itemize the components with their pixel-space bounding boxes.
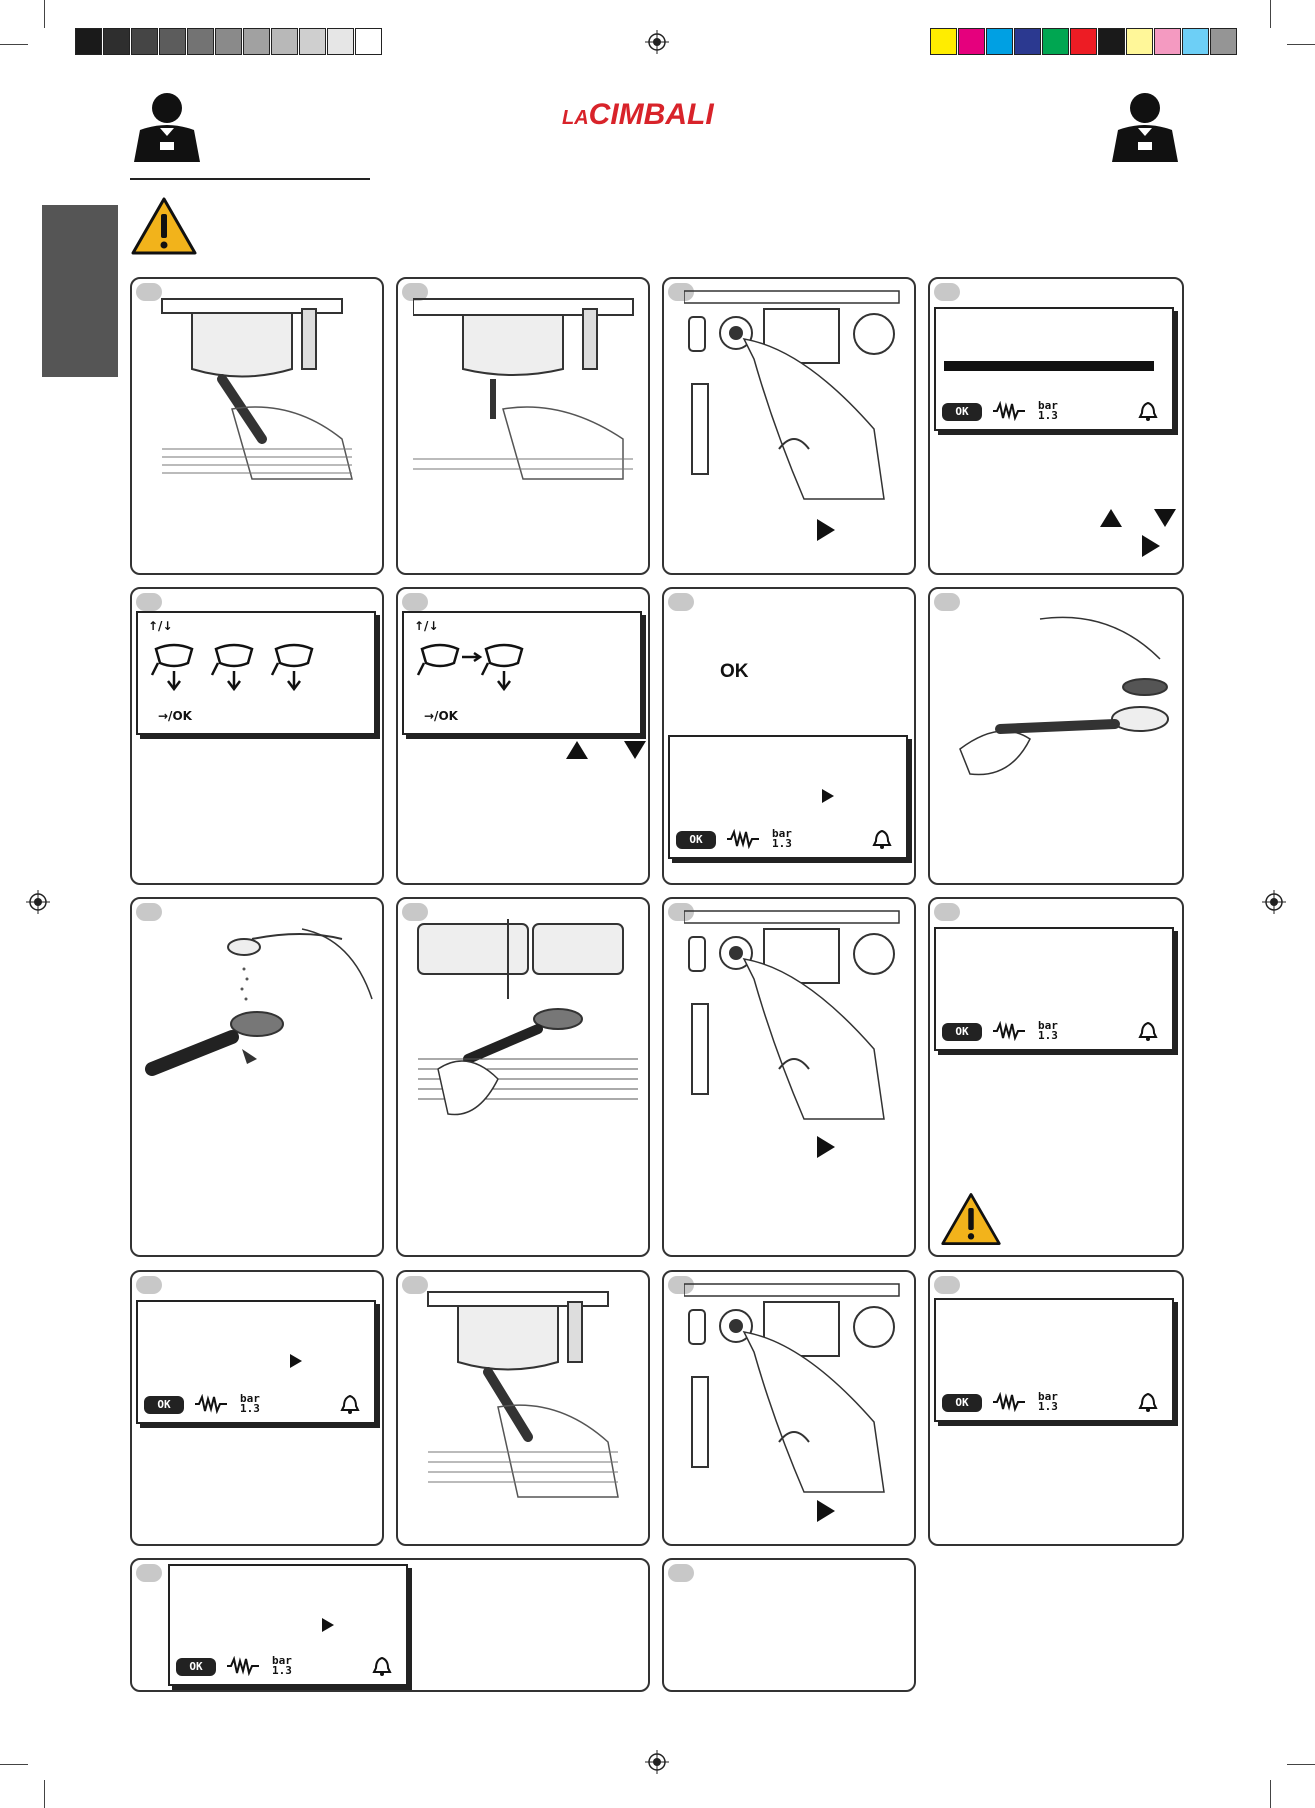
illustration-insert-portafilter [408, 919, 643, 1149]
display-status-bar [942, 1388, 1166, 1412]
pump-wave-icon [194, 1394, 228, 1414]
group-select-icon [150, 641, 340, 699]
brand-logo [562, 98, 752, 138]
step-panel-14 [396, 1270, 650, 1546]
bell-icon [872, 829, 892, 849]
gray-swatch [215, 28, 242, 55]
display-screen [168, 1564, 408, 1686]
ok-key-icon: OK [176, 1658, 216, 1676]
illustration-control-panel-press [684, 909, 904, 1129]
color-swatch [1098, 28, 1125, 55]
pump-wave-icon [992, 401, 1026, 421]
arrow-right-icon [817, 1136, 835, 1158]
step-panel-15 [662, 1270, 916, 1546]
color-swatch [958, 28, 985, 55]
color-swatch [986, 28, 1013, 55]
crop-mark [1287, 44, 1315, 45]
bell-icon [1138, 1021, 1158, 1041]
color-swatch [1070, 28, 1097, 55]
bell-icon [1138, 1392, 1158, 1412]
crop-mark [44, 0, 45, 28]
step-number-badge [136, 593, 162, 611]
step-number-badge [668, 593, 694, 611]
illustration-group-head-flush [413, 289, 638, 499]
step-panel-17 [130, 1558, 650, 1692]
gray-swatch [271, 28, 298, 55]
step-number-badge [934, 283, 960, 301]
registration-target-icon [645, 30, 669, 54]
pressure-readout: bar 1.3 [1038, 399, 1058, 422]
ok-key-icon: OK [942, 1023, 982, 1041]
ok-key-icon: OK [676, 831, 716, 849]
nav-hint-up-down: ↑/↓ [414, 619, 439, 633]
step-number-badge [136, 1564, 162, 1582]
arrow-right-icon [322, 1618, 334, 1632]
warning-triangle-icon [130, 196, 198, 256]
gray-swatch [355, 28, 382, 55]
arrow-up-icon [1100, 509, 1122, 527]
ok-key-label: OK [720, 661, 749, 682]
display-status-bar [942, 397, 1166, 421]
crop-mark [1287, 1764, 1315, 1765]
brand-logo-prefix: LA [562, 107, 589, 129]
pump-wave-icon [226, 1656, 260, 1676]
display-screen [934, 1298, 1174, 1422]
arrow-down-icon [624, 741, 646, 759]
pressure-readout: bar 1.3 [240, 1392, 260, 1415]
arrow-right-icon [817, 519, 835, 541]
step-panel-7 [662, 587, 916, 885]
gray-swatch [103, 28, 130, 55]
display-screen [136, 611, 376, 735]
ok-key-icon: OK [942, 1394, 982, 1412]
gray-swatch [327, 28, 354, 55]
registration-target-icon [26, 890, 50, 914]
step-panel-2 [396, 277, 650, 575]
warning-triangle-icon [940, 1191, 1002, 1247]
gray-swatch [299, 28, 326, 55]
display-screen [934, 927, 1174, 1051]
illustration-remove-portafilter [152, 289, 372, 489]
crop-mark [1270, 0, 1271, 28]
arrow-right-icon [290, 1354, 302, 1368]
arrow-up-icon [566, 741, 588, 759]
gray-swatch [187, 28, 214, 55]
step-panel-10 [396, 897, 650, 1257]
pressure-readout: bar 1.3 [772, 827, 792, 850]
bell-icon [372, 1656, 392, 1676]
display-screen [402, 611, 642, 735]
step-panel-5 [130, 587, 384, 885]
step-number-badge [934, 903, 960, 921]
crop-mark [1270, 1780, 1271, 1808]
gray-swatch [75, 28, 102, 55]
gray-swatch [159, 28, 186, 55]
illustration-add-detergent [142, 919, 377, 1119]
display-status-bar [144, 1390, 368, 1414]
color-swatch [1154, 28, 1181, 55]
display-screen [934, 307, 1174, 431]
selection-highlight-bar [944, 361, 1154, 371]
display-screen [136, 1300, 376, 1424]
header-rule [130, 178, 370, 180]
step-panel-12 [928, 897, 1184, 1257]
step-panel-4 [928, 277, 1184, 575]
step-panel-3 [662, 277, 916, 575]
arrow-right-icon [822, 789, 834, 803]
registration-target-icon [645, 1750, 669, 1774]
step-panel-18 [662, 1558, 916, 1692]
color-swatch [1014, 28, 1041, 55]
color-swatch [930, 28, 957, 55]
bell-icon [1138, 401, 1158, 421]
arrow-down-icon [1154, 509, 1176, 527]
illustration-insert-blind-filter [940, 599, 1175, 799]
step-panel-11 [662, 897, 916, 1257]
confirm-hint: →/OK [158, 709, 192, 723]
arrow-right-icon [1142, 535, 1160, 557]
ok-key-icon: OK [942, 403, 982, 421]
pressure-readout: bar 1.3 [1038, 1019, 1058, 1042]
color-swatch [1126, 28, 1153, 55]
barista-operator-icon [130, 90, 205, 162]
language-side-tab [42, 205, 118, 377]
pump-wave-icon [726, 829, 760, 849]
display-status-bar [676, 825, 900, 849]
step-panel-16 [928, 1270, 1184, 1546]
step-number-badge [136, 1276, 162, 1294]
confirm-hint: →/OK [424, 709, 458, 723]
step-number-badge [934, 1276, 960, 1294]
pump-wave-icon [992, 1392, 1026, 1412]
display-status-bar [942, 1017, 1166, 1041]
step-panel-8 [928, 587, 1184, 885]
color-swatch [1210, 28, 1237, 55]
illustration-remove-portafilter [418, 1282, 638, 1512]
crop-mark [0, 44, 28, 45]
color-swatch [1182, 28, 1209, 55]
display-screen [668, 735, 908, 859]
pressure-readout: bar 1.3 [272, 1654, 292, 1677]
display-status-bar [176, 1652, 400, 1676]
illustration-control-panel-press [684, 289, 904, 509]
step-number-badge [668, 1564, 694, 1582]
barista-operator-icon [1108, 90, 1183, 162]
step-panel-9 [130, 897, 384, 1257]
color-swatch [1042, 28, 1069, 55]
brand-logo-name: CIMBALI [588, 98, 714, 131]
pump-wave-icon [992, 1021, 1026, 1041]
step-panel-13 [130, 1270, 384, 1546]
bell-icon [340, 1394, 360, 1414]
illustration-control-panel-press [684, 1282, 904, 1502]
step-panel-6 [396, 587, 650, 885]
step-number-badge [402, 593, 428, 611]
step-panel-1 [130, 277, 384, 575]
nav-hint-up-down: ↑/↓ [148, 619, 173, 633]
pressure-readout: bar 1.3 [1038, 1390, 1058, 1413]
crop-mark [44, 1780, 45, 1808]
arrow-right-icon [817, 1500, 835, 1522]
gray-swatch [131, 28, 158, 55]
crop-mark [0, 1764, 28, 1765]
ok-key-icon: OK [144, 1396, 184, 1414]
group-transfer-icon [416, 641, 556, 699]
gray-swatch [243, 28, 270, 55]
registration-target-icon [1262, 890, 1286, 914]
